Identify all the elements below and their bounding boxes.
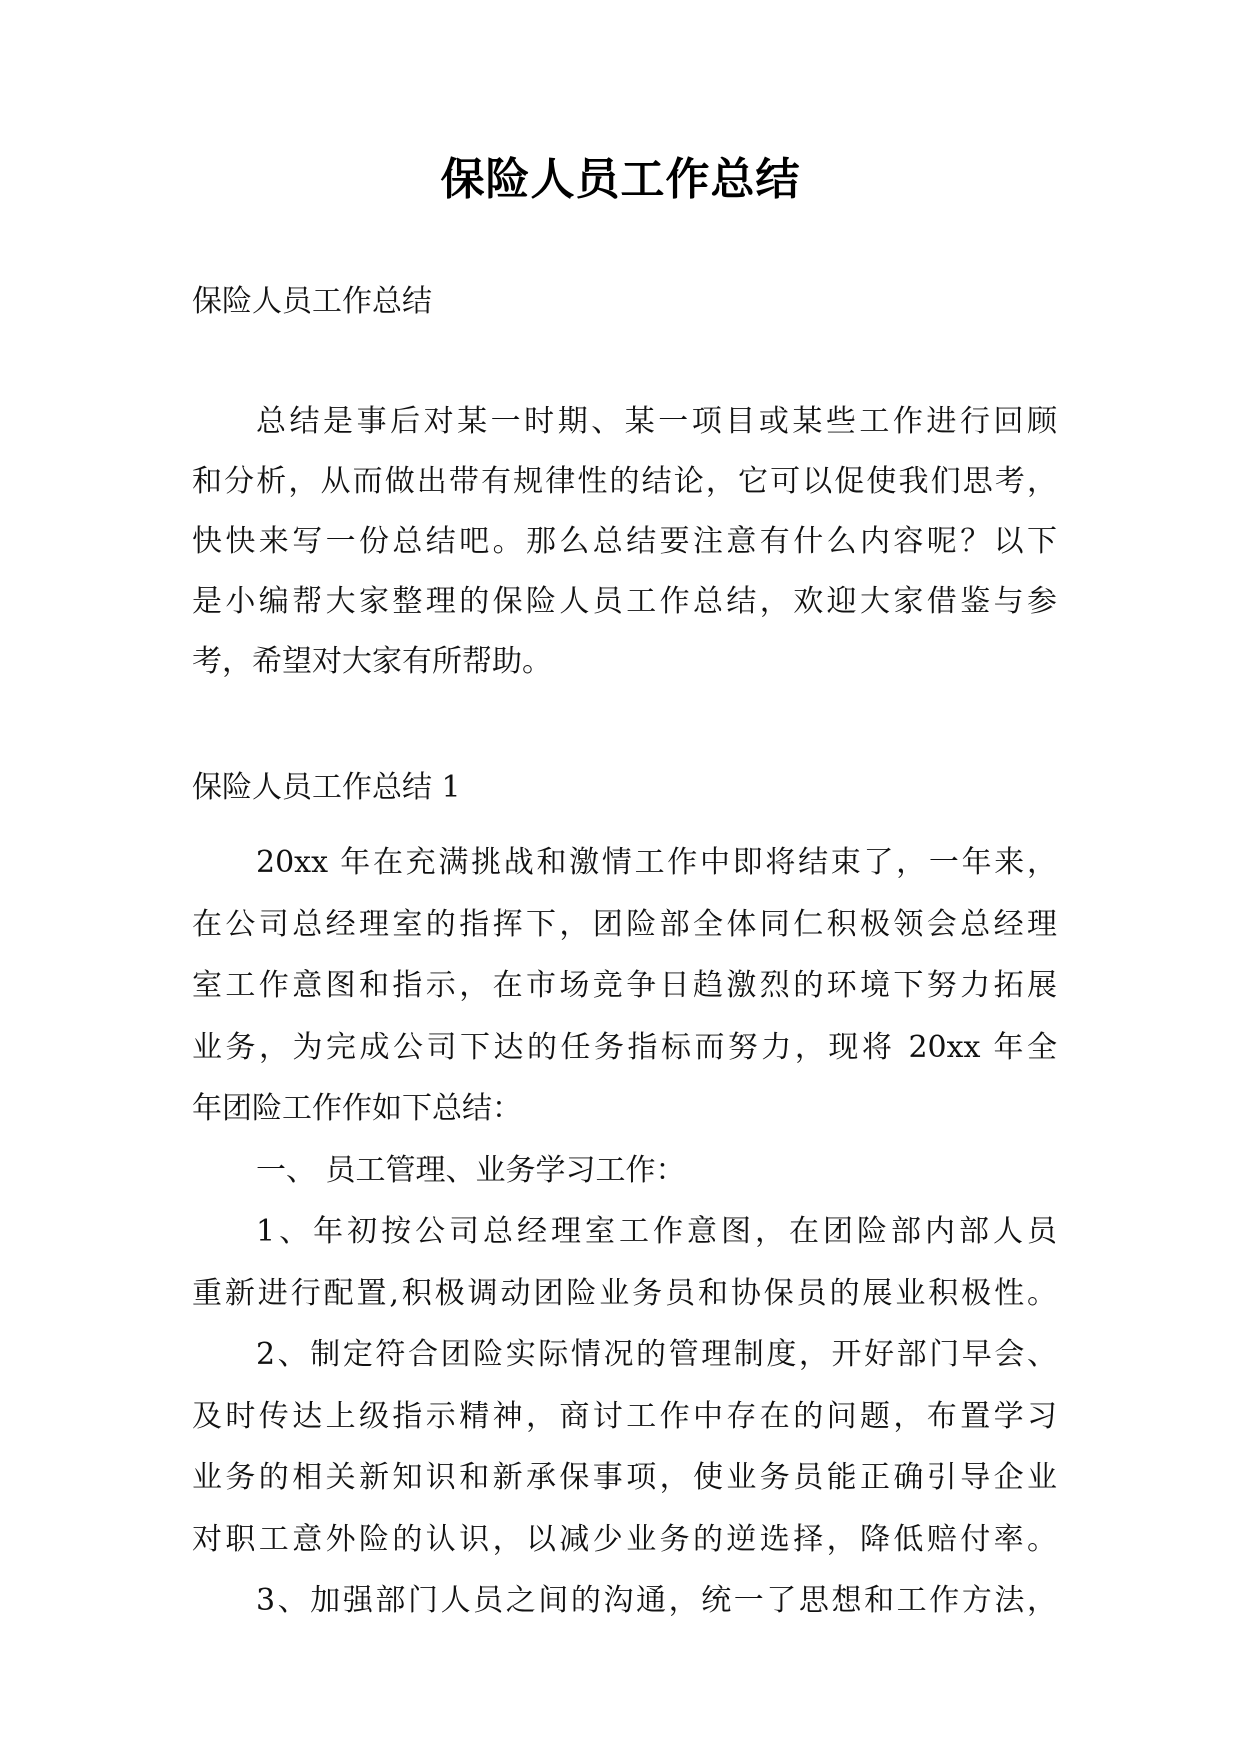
body-line: 年团险工作作如下总结： [192, 1091, 522, 1126]
document-title: 保险人员工作总结 [440, 154, 801, 205]
body-line: 对职工意外险的认识，以减少业务的逆选择，降低赔付率。 [192, 1521, 1057, 1557]
body-line: 重新进行配置,积极调动团险业务员和协保员的展业积极性。 [192, 1275, 1057, 1311]
section-heading: 保险人员工作总结 1 [192, 770, 461, 805]
document-body [192, 282, 1057, 1632]
body-line: 2、制定符合团险实际情况的管理制度，开好部门早会、 [256, 1337, 1057, 1372]
body-line: 室工作意图和指示，在市场竞争日趋激烈的环境下努力拓展 [192, 968, 1057, 1003]
intro-line: 和分析，从而做出带有规律性的结论，它可以促使我们思考， [192, 464, 1057, 499]
body-line-heading: 一、 员工管理、业务学习工作： [256, 1152, 686, 1188]
intro-line: 总结是事后对某一时期、某一项目或某些工作进行回顾 [256, 404, 1057, 439]
body-line: 及时传达上级指示精神，商讨工作中存在的问题，布置学习 [192, 1398, 1057, 1434]
body-line: 在公司总经理室的指挥下，团险部全体同仁积极领会总经理 [192, 906, 1057, 942]
body-line: 20xx 年在充满挑战和激情工作中即将结束了，一年来， [256, 845, 1057, 880]
section-body [192, 832, 1057, 1632]
body-line: 业务的相关新知识和新承保事项，使业务员能正确引导企业 [192, 1460, 1057, 1495]
intro-line: 是小编帮大家整理的保险人员工作总结，欢迎大家借鉴与参 [192, 584, 1057, 619]
intro-line: 快快来写一份总结吧。那么总结要注意有什么内容呢？以下 [192, 524, 1057, 559]
body-line: 3、加强部门人员之间的沟通，统一了思想和工作方法， [256, 1583, 1057, 1618]
body-line: 业务，为完成公司下达的任务指标而努力，现将 20xx 年全 [192, 1029, 1057, 1065]
intro-line: 考，希望对大家有所帮助。 [192, 644, 552, 679]
body-line: 1、年初按公司总经理室工作意图，在团险部内部人员 [256, 1214, 1057, 1249]
intro-paragraph [192, 392, 1057, 692]
document-subtitle: 保险人员工作总结 [192, 284, 432, 319]
